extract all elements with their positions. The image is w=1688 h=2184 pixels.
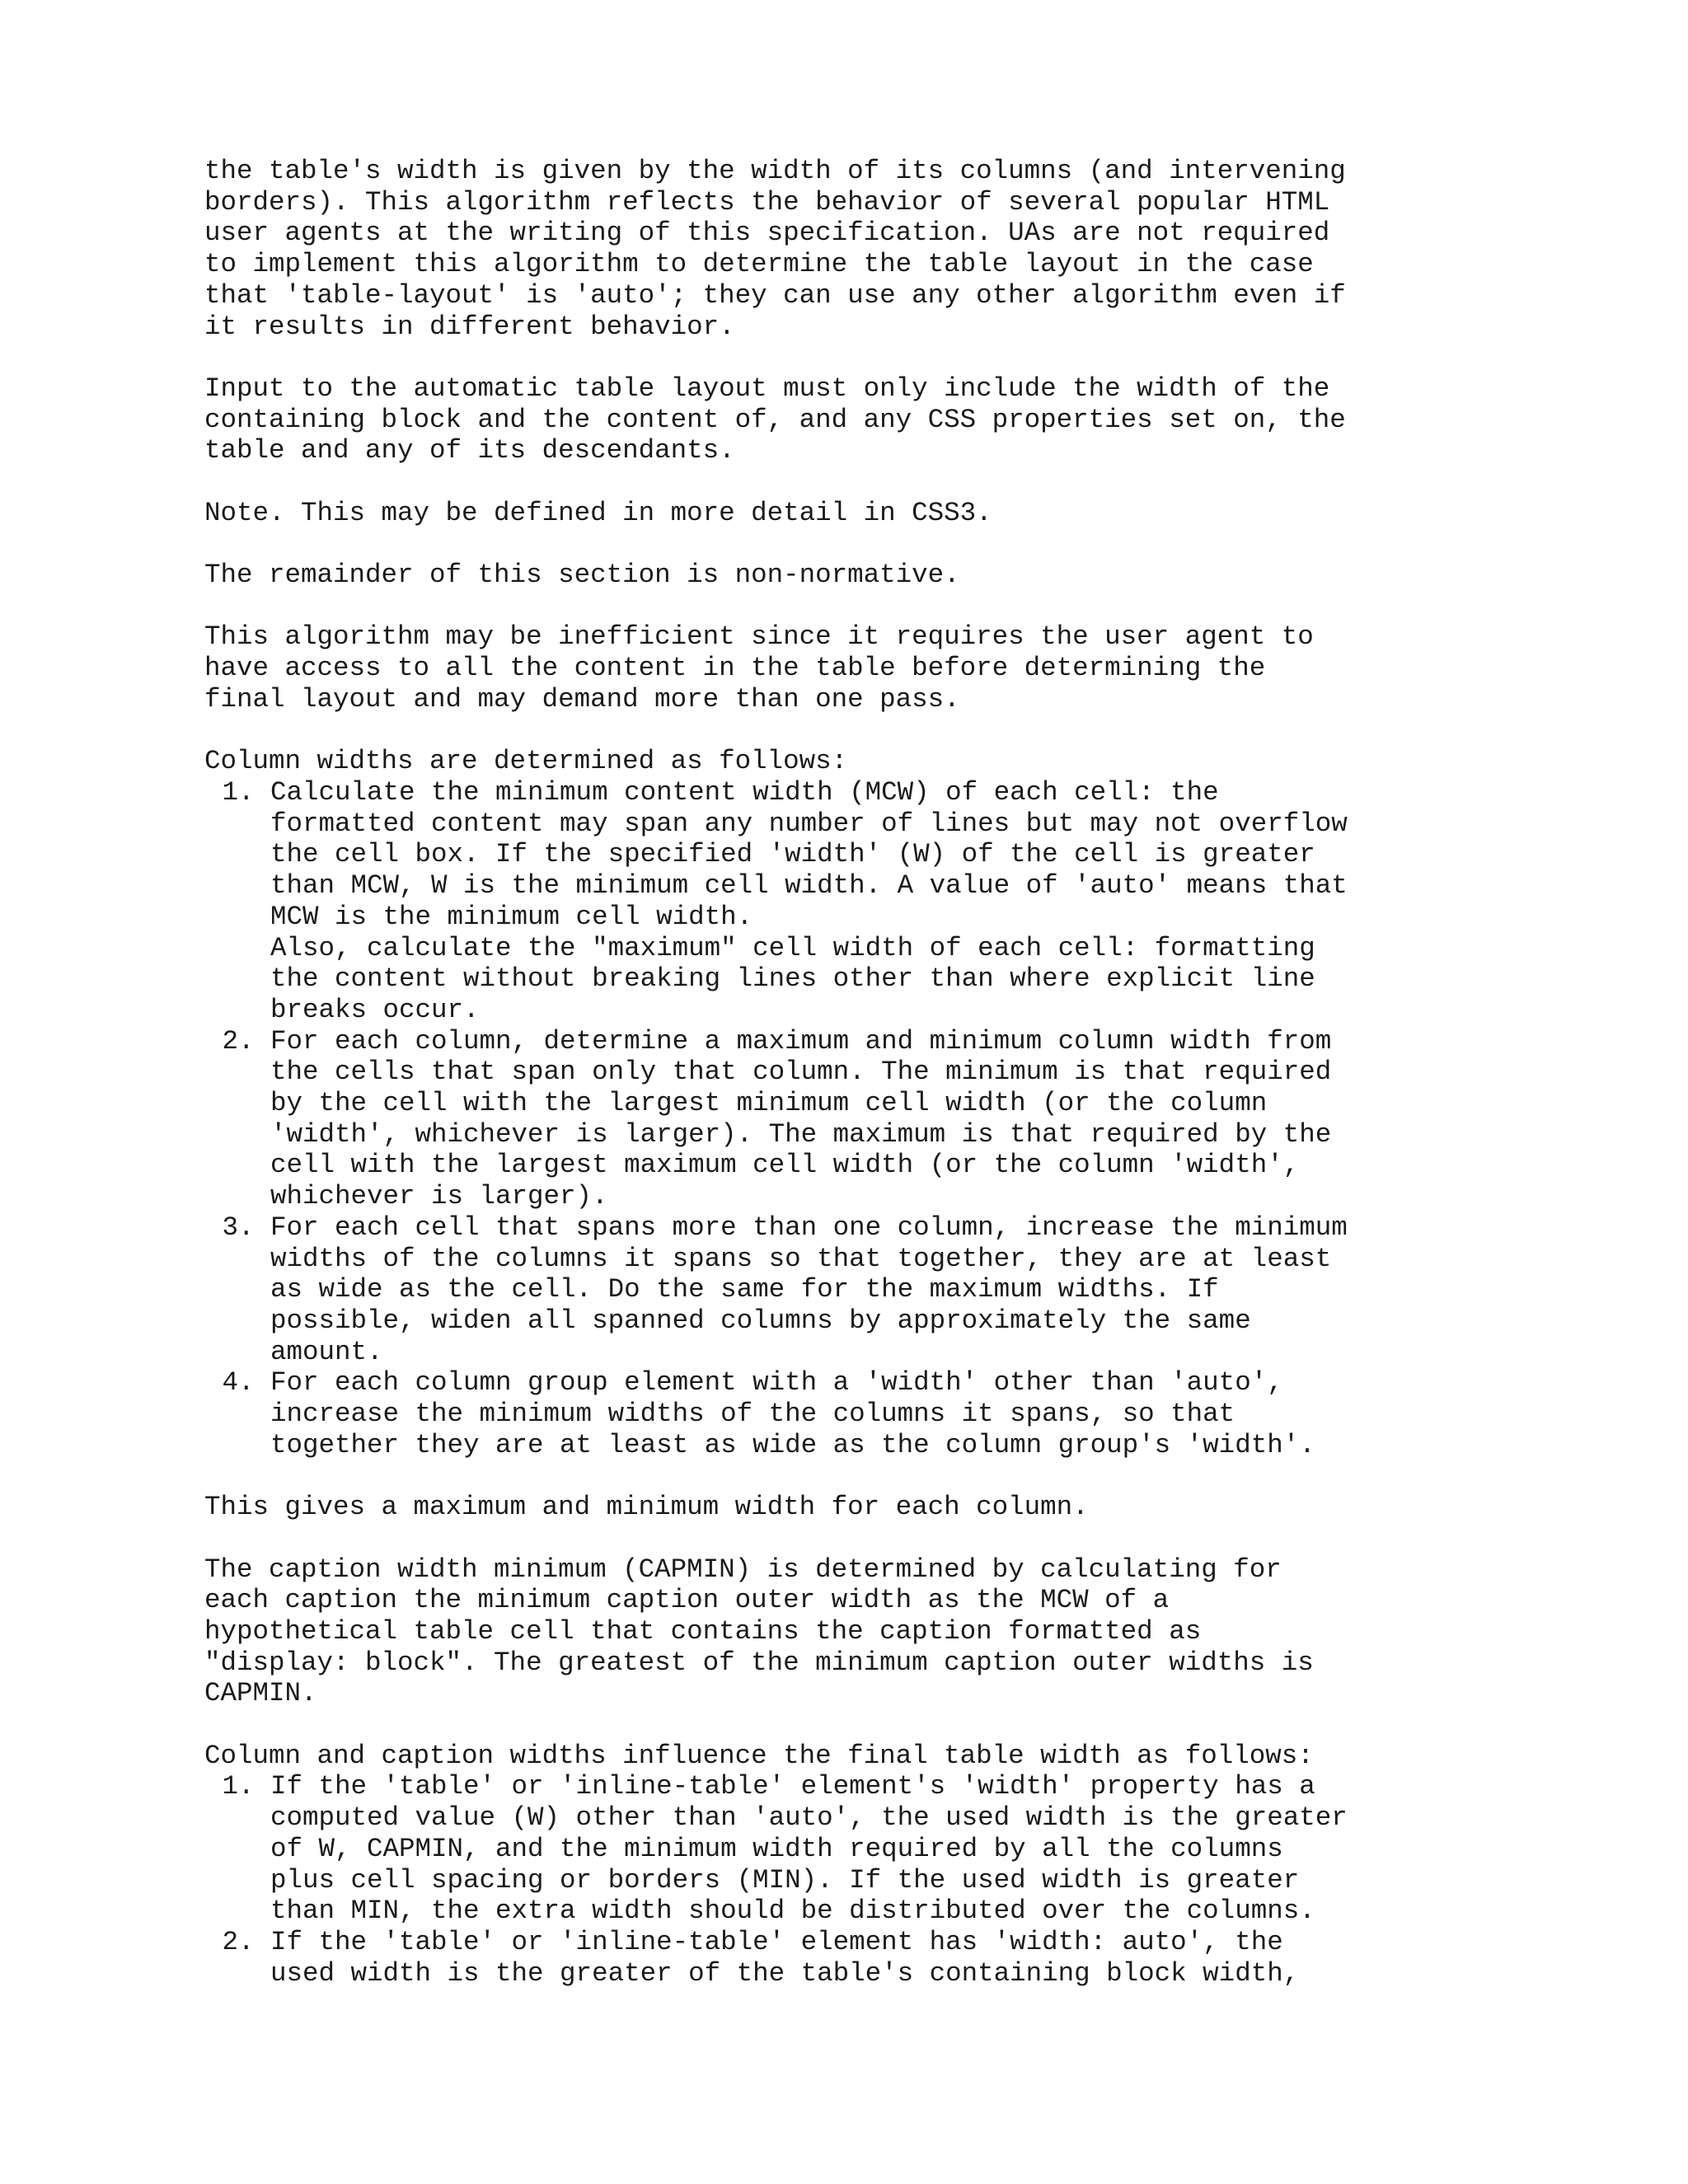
paragraph-table-width: the table's width is given by the width of its columns (and intervening borders). This algorithm reflects the behavior of several popular HTML user agents at the writing of this specification. UAs are not required to implement this algorithm to determine the table layout in the case that 'table-layout' is 'auto'; they can use any other algorithm even if it results in different behavior. <box>204 156 1346 342</box>
paragraph-max-min-width: This gives a maximum and minimum width for each column. <box>204 1492 1089 1523</box>
column-widths-list <box>204 777 1490 1460</box>
list-item: 2. If the 'table' or 'inline-table' element has 'width: auto', the used width is the greater of the table's containing block width, <box>270 1927 1490 1989</box>
list-item: 1. If the 'table' or 'inline-table' element's 'width' property has a computed value (W) other than 'auto', the used width is the greater of W, CAPMIN, and the minimum width required by all the columns plus cell spacing or borders (MIN). If the used width is greater than MIN, the extra width should be distributed over the columns. <box>270 1771 1490 1927</box>
table-width-list <box>204 1771 1490 1989</box>
list-item: 1. Calculate the minimum content width (MCW) of each cell: the formatted content may span any number of lines but may not overflow the cell box. If the specified 'width' (W) of the cell is greater than MCW, W is the minimum cell width. A value of 'auto' means that MCW is the minimum cell width. Also, calculate the "maximum" cell width of each cell: formatting the content without breaking lines other than where explicit line breaks occur. <box>270 777 1490 1026</box>
paragraph-capmin: The caption width minimum (CAPMIN) is determined by calculating for each caption the minimum caption outer width as the MCW of a hypothetical table cell that contains the caption formatted as "display: block". The greatest of the minimum caption outer widths is CAPMIN. <box>204 1554 1314 1709</box>
list-item: 4. For each column group element with a 'width' other than 'auto', increase the minimum widths of the columns it spans, so that together they are at least as wide as the column group's 'width'. <box>270 1367 1490 1460</box>
list-item: 2. For each column, determine a maximum and minimum column width from the cells that span only that column. The minimum is that required by the cell with the largest minimum cell width (or the column 'width', whichever is larger). The maximum is that required by the cell with the largest maximum cell width (or the column 'width', whichever is larger). <box>270 1026 1490 1212</box>
paragraph-input-automatic-layout: Input to the automatic table layout must only include the width of the containing block and the content of, and any CSS properties set on, the table and any of its descendants. <box>204 373 1346 466</box>
paragraph-algorithm-inefficient: This algorithm may be inefficient since it requires the user agent to have access to all the content in the table before determining the final layout and may demand more than one pass. <box>204 621 1314 715</box>
column-widths-intro: Column widths are determined as follows: <box>204 746 848 777</box>
list-item: 3. For each cell that spans more than one column, increase the minimum widths of the columns it spans so that together, they are at least as wide as the cell. Do the same for the maximum widths. If possible, widen all spanned columns by approximately the same amount. <box>270 1212 1490 1368</box>
document-page <box>204 156 1490 1989</box>
table-width-intro: Column and caption widths influence the final table width as follows: <box>204 1740 1314 1771</box>
paragraph-non-normative: The remainder of this section is non-normative. <box>204 560 960 591</box>
paragraph-note-css3: Note. This may be defined in more detail in CSS3. <box>204 497 992 528</box>
